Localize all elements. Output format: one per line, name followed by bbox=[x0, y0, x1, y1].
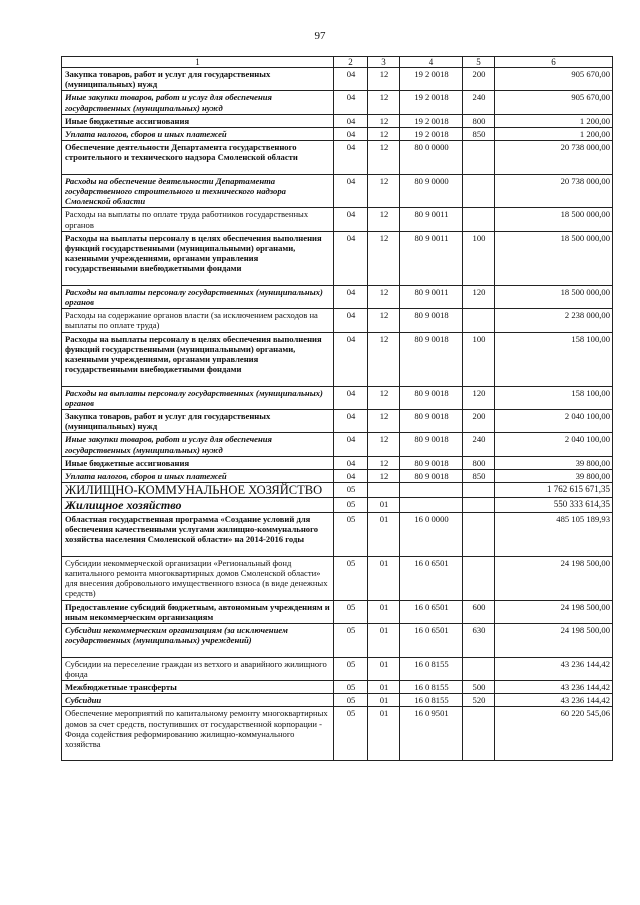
column-header: 5 bbox=[463, 57, 495, 68]
table-row bbox=[62, 174, 613, 208]
row-expense-type-code: 240 bbox=[463, 91, 495, 114]
row-expense-type-code: 200 bbox=[463, 409, 495, 432]
table-row bbox=[62, 694, 613, 707]
row-amount: 39 800,00 bbox=[495, 456, 613, 469]
page-number: 97 bbox=[314, 30, 326, 42]
row-amount: 60 220 545,06 bbox=[495, 707, 613, 761]
table-row bbox=[62, 231, 613, 285]
row-expense-type-code bbox=[463, 707, 495, 761]
row-name: Закупка товаров, работ и услуг для государственных (муниципальных) нужд bbox=[62, 68, 334, 91]
row-chapter-code: 04 bbox=[334, 386, 368, 409]
table-row bbox=[62, 624, 613, 658]
row-subsection-code: 12 bbox=[368, 433, 400, 456]
row-chapter-code: 04 bbox=[334, 309, 368, 332]
row-chapter-code: 04 bbox=[334, 231, 368, 285]
row-subsection-code: 01 bbox=[368, 513, 400, 557]
row-amount: 24 198 500,00 bbox=[495, 624, 613, 658]
row-name: Обеспечение деятельности Департамента государственного строительного и технического надзора Смоленской области bbox=[62, 141, 334, 175]
table-row bbox=[62, 208, 613, 231]
row-amount: 1 200,00 bbox=[495, 127, 613, 140]
table-row bbox=[62, 483, 613, 498]
row-target-code: 16 0 8155 bbox=[400, 694, 463, 707]
row-expense-type-code: 200 bbox=[463, 68, 495, 91]
row-subsection-code: 01 bbox=[368, 600, 400, 623]
row-expense-type-code bbox=[463, 174, 495, 208]
row-chapter-code: 05 bbox=[334, 556, 368, 600]
row-target-code: 80 9 0018 bbox=[400, 433, 463, 456]
row-target-code: 16 0 6501 bbox=[400, 624, 463, 658]
row-subsection-code: 01 bbox=[368, 707, 400, 761]
row-subsection-code: 01 bbox=[368, 681, 400, 694]
row-chapter-code: 05 bbox=[334, 498, 368, 513]
row-chapter-code: 04 bbox=[334, 433, 368, 456]
row-subsection-code: 12 bbox=[368, 409, 400, 432]
row-expense-type-code: 800 bbox=[463, 456, 495, 469]
row-expense-type-code bbox=[463, 208, 495, 231]
row-target-code: 16 0 6501 bbox=[400, 556, 463, 600]
row-subsection-code: 12 bbox=[368, 231, 400, 285]
row-target-code: 80 9 0018 bbox=[400, 386, 463, 409]
column-header: 3 bbox=[368, 57, 400, 68]
row-expense-type-code: 850 bbox=[463, 127, 495, 140]
row-chapter-code: 05 bbox=[334, 707, 368, 761]
row-expense-type-code bbox=[463, 309, 495, 332]
row-name: ЖИЛИЩНО-КОММУНАЛЬНОЕ ХОЗЯЙСТВО bbox=[62, 483, 334, 498]
table-row bbox=[62, 91, 613, 114]
row-amount: 2 238 000,00 bbox=[495, 309, 613, 332]
table-row bbox=[62, 409, 613, 432]
row-amount: 550 333 614,35 bbox=[495, 498, 613, 513]
row-subsection-code: 12 bbox=[368, 386, 400, 409]
row-expense-type-code: 630 bbox=[463, 624, 495, 658]
row-name: Уплата налогов, сборов и иных платежей bbox=[62, 469, 334, 482]
row-amount: 905 670,00 bbox=[495, 91, 613, 114]
row-subsection-code: 12 bbox=[368, 141, 400, 175]
row-expense-type-code bbox=[463, 483, 495, 498]
row-amount: 485 105 189,93 bbox=[495, 513, 613, 557]
table-row bbox=[62, 498, 613, 513]
column-header: 2 bbox=[334, 57, 368, 68]
row-chapter-code: 05 bbox=[334, 694, 368, 707]
row-amount: 18 500 000,00 bbox=[495, 208, 613, 231]
row-chapter-code: 05 bbox=[334, 681, 368, 694]
row-subsection-code: 12 bbox=[368, 309, 400, 332]
row-amount: 43 236 144,42 bbox=[495, 657, 613, 680]
row-target-code: 80 9 0011 bbox=[400, 231, 463, 285]
row-target-code: 80 9 0000 bbox=[400, 174, 463, 208]
row-expense-type-code: 850 bbox=[463, 469, 495, 482]
row-target-code: 80 9 0018 bbox=[400, 332, 463, 386]
row-name: Иные закупки товаров, работ и услуг для обеспечения государственных (муниципальных) нужд bbox=[62, 91, 334, 114]
row-subsection-code: 12 bbox=[368, 127, 400, 140]
table-row bbox=[62, 68, 613, 91]
row-amount: 158 100,00 bbox=[495, 332, 613, 386]
row-target-code: 19 2 0018 bbox=[400, 114, 463, 127]
row-subsection-code: 01 bbox=[368, 624, 400, 658]
row-amount: 20 738 000,00 bbox=[495, 141, 613, 175]
row-chapter-code: 05 bbox=[334, 483, 368, 498]
row-name: Расходы на выплаты персоналу государственных (муниципальных) органов bbox=[62, 386, 334, 409]
row-target-code bbox=[400, 483, 463, 498]
column-header: 4 bbox=[400, 57, 463, 68]
row-chapter-code: 04 bbox=[334, 141, 368, 175]
row-chapter-code: 04 bbox=[334, 127, 368, 140]
row-amount: 1 200,00 bbox=[495, 114, 613, 127]
budget-table bbox=[61, 56, 613, 761]
row-amount: 158 100,00 bbox=[495, 386, 613, 409]
row-subsection-code: 12 bbox=[368, 469, 400, 482]
row-target-code: 80 9 0018 bbox=[400, 409, 463, 432]
row-amount: 20 738 000,00 bbox=[495, 174, 613, 208]
row-amount: 24 198 500,00 bbox=[495, 556, 613, 600]
row-name: Расходы на выплаты по оплате труда работников государственных органов bbox=[62, 208, 334, 231]
table-row bbox=[62, 469, 613, 482]
row-subsection-code: 12 bbox=[368, 91, 400, 114]
row-target-code bbox=[400, 498, 463, 513]
row-target-code: 16 0 8155 bbox=[400, 681, 463, 694]
table-row bbox=[62, 141, 613, 175]
row-amount: 18 500 000,00 bbox=[495, 285, 613, 308]
row-subsection-code: 12 bbox=[368, 332, 400, 386]
row-subsection-code: 12 bbox=[368, 114, 400, 127]
row-expense-type-code bbox=[463, 513, 495, 557]
table-row bbox=[62, 556, 613, 600]
row-name: Расходы на выплаты персоналу в целях обеспечения выполнения функций государственными (муниципальными) органами, казенными учреждениями, органами управления государственными внебюджетными фондами bbox=[62, 231, 334, 285]
row-name: Иные закупки товаров, работ и услуг для обеспечения государственных (муниципальных) нужд bbox=[62, 433, 334, 456]
row-expense-type-code: 120 bbox=[463, 386, 495, 409]
row-target-code: 16 0 0000 bbox=[400, 513, 463, 557]
row-chapter-code: 05 bbox=[334, 513, 368, 557]
row-chapter-code: 04 bbox=[334, 91, 368, 114]
table-row bbox=[62, 456, 613, 469]
table-row bbox=[62, 332, 613, 386]
row-expense-type-code bbox=[463, 556, 495, 600]
row-amount: 2 040 100,00 bbox=[495, 409, 613, 432]
row-name: Расходы на обеспечение деятельности Департамента государственного строительного и технического надзора Смоленской области bbox=[62, 174, 334, 208]
row-chapter-code: 04 bbox=[334, 174, 368, 208]
row-expense-type-code bbox=[463, 141, 495, 175]
row-name: Субсидии на переселение граждан из ветхого и аварийного жилищного фонда bbox=[62, 657, 334, 680]
table-row bbox=[62, 657, 613, 680]
header-row bbox=[62, 57, 613, 68]
row-amount: 905 670,00 bbox=[495, 68, 613, 91]
row-target-code: 19 2 0018 bbox=[400, 68, 463, 91]
row-chapter-code: 04 bbox=[334, 114, 368, 127]
row-target-code: 80 9 0011 bbox=[400, 285, 463, 308]
row-expense-type-code bbox=[463, 657, 495, 680]
row-target-code: 80 9 0018 bbox=[400, 309, 463, 332]
row-subsection-code: 01 bbox=[368, 657, 400, 680]
row-subsection-code: 12 bbox=[368, 68, 400, 91]
table-row bbox=[62, 600, 613, 623]
row-chapter-code: 05 bbox=[334, 657, 368, 680]
row-amount: 43 236 144,42 bbox=[495, 694, 613, 707]
row-expense-type-code bbox=[463, 498, 495, 513]
row-subsection-code: 12 bbox=[368, 456, 400, 469]
row-name: Уплата налогов, сборов и иных платежей bbox=[62, 127, 334, 140]
row-amount: 43 236 144,42 bbox=[495, 681, 613, 694]
column-header: 6 bbox=[495, 57, 613, 68]
row-chapter-code: 05 bbox=[334, 600, 368, 623]
row-name: Расходы на выплаты персоналу в целях обеспечения выполнения функций государственными (муниципальными) органами, казенными учреждениями, органами управления государственными внебюджетными фондами bbox=[62, 332, 334, 386]
row-amount: 24 198 500,00 bbox=[495, 600, 613, 623]
row-chapter-code: 04 bbox=[334, 285, 368, 308]
row-name: Закупка товаров, работ и услуг для государственных (муниципальных) нужд bbox=[62, 409, 334, 432]
row-name: Субсидии некоммерческой организации «Региональный фонд капитального ремонта многоквартирных домов Смоленской области» для внесения добровольного имущественного взноса (в виде денежных средств) bbox=[62, 556, 334, 600]
table-row bbox=[62, 127, 613, 140]
row-name: Расходы на содержание органов власти (за исключением расходов на выплаты по оплате труда) bbox=[62, 309, 334, 332]
row-chapter-code: 04 bbox=[334, 469, 368, 482]
row-target-code: 80 9 0018 bbox=[400, 469, 463, 482]
row-target-code: 16 0 6501 bbox=[400, 600, 463, 623]
row-target-code: 80 0 0000 bbox=[400, 141, 463, 175]
row-expense-type-code: 100 bbox=[463, 332, 495, 386]
row-name: Расходы на выплаты персоналу государственных (муниципальных) органов bbox=[62, 285, 334, 308]
row-target-code: 80 9 0011 bbox=[400, 208, 463, 231]
row-chapter-code: 04 bbox=[334, 68, 368, 91]
row-name: Предоставление субсидий бюджетным, автономным учреждениям и иным некоммерческим организациям bbox=[62, 600, 334, 623]
row-chapter-code: 05 bbox=[334, 624, 368, 658]
table-row bbox=[62, 309, 613, 332]
row-name: Областная государственная программа «Создание условий для обеспечения качественными услугами жилищно-коммунального хозяйства населения Смоленской области» на 2014-2016 годы bbox=[62, 513, 334, 557]
row-expense-type-code: 520 bbox=[463, 694, 495, 707]
column-header: 1 bbox=[62, 57, 334, 68]
table-row bbox=[62, 386, 613, 409]
row-target-code: 19 2 0018 bbox=[400, 127, 463, 140]
row-target-code: 19 2 0018 bbox=[400, 91, 463, 114]
row-expense-type-code: 120 bbox=[463, 285, 495, 308]
table-row bbox=[62, 513, 613, 557]
row-subsection-code: 01 bbox=[368, 498, 400, 513]
table-row bbox=[62, 114, 613, 127]
row-chapter-code: 04 bbox=[334, 332, 368, 386]
table-row bbox=[62, 285, 613, 308]
row-chapter-code: 04 bbox=[334, 456, 368, 469]
row-expense-type-code: 800 bbox=[463, 114, 495, 127]
row-expense-type-code: 100 bbox=[463, 231, 495, 285]
table-row bbox=[62, 707, 613, 761]
row-subsection-code: 01 bbox=[368, 556, 400, 600]
table-row bbox=[62, 681, 613, 694]
row-subsection-code: 12 bbox=[368, 285, 400, 308]
row-name: Субсидии bbox=[62, 694, 334, 707]
row-name: Жилищное хозяйство bbox=[62, 498, 334, 513]
row-subsection-code bbox=[368, 483, 400, 498]
row-name: Обеспечение мероприятий по капитальному ремонту многоквартирных домов за счет средств, поступивших от государственной корпорации - Фонда содействия реформированию жилищно-коммунального хозяйства bbox=[62, 707, 334, 761]
row-chapter-code: 04 bbox=[334, 409, 368, 432]
row-expense-type-code: 600 bbox=[463, 600, 495, 623]
row-chapter-code: 04 bbox=[334, 208, 368, 231]
row-name: Межбюджетные трансферты bbox=[62, 681, 334, 694]
row-name: Субсидии некоммерческим организациям (за исключением государственных (муниципальных) учреждений) bbox=[62, 624, 334, 658]
row-amount: 18 500 000,00 bbox=[495, 231, 613, 285]
row-subsection-code: 01 bbox=[368, 694, 400, 707]
table-row bbox=[62, 433, 613, 456]
row-target-code: 16 0 8155 bbox=[400, 657, 463, 680]
row-expense-type-code: 500 bbox=[463, 681, 495, 694]
row-amount: 39 800,00 bbox=[495, 469, 613, 482]
row-subsection-code: 12 bbox=[368, 208, 400, 231]
row-amount: 2 040 100,00 bbox=[495, 433, 613, 456]
row-target-code: 16 0 9501 bbox=[400, 707, 463, 761]
row-name: Иные бюджетные ассигнования bbox=[62, 456, 334, 469]
row-amount: 1 762 615 671,35 bbox=[495, 483, 613, 498]
row-subsection-code: 12 bbox=[368, 174, 400, 208]
row-target-code: 80 9 0018 bbox=[400, 456, 463, 469]
row-expense-type-code: 240 bbox=[463, 433, 495, 456]
row-name: Иные бюджетные ассигнования bbox=[62, 114, 334, 127]
